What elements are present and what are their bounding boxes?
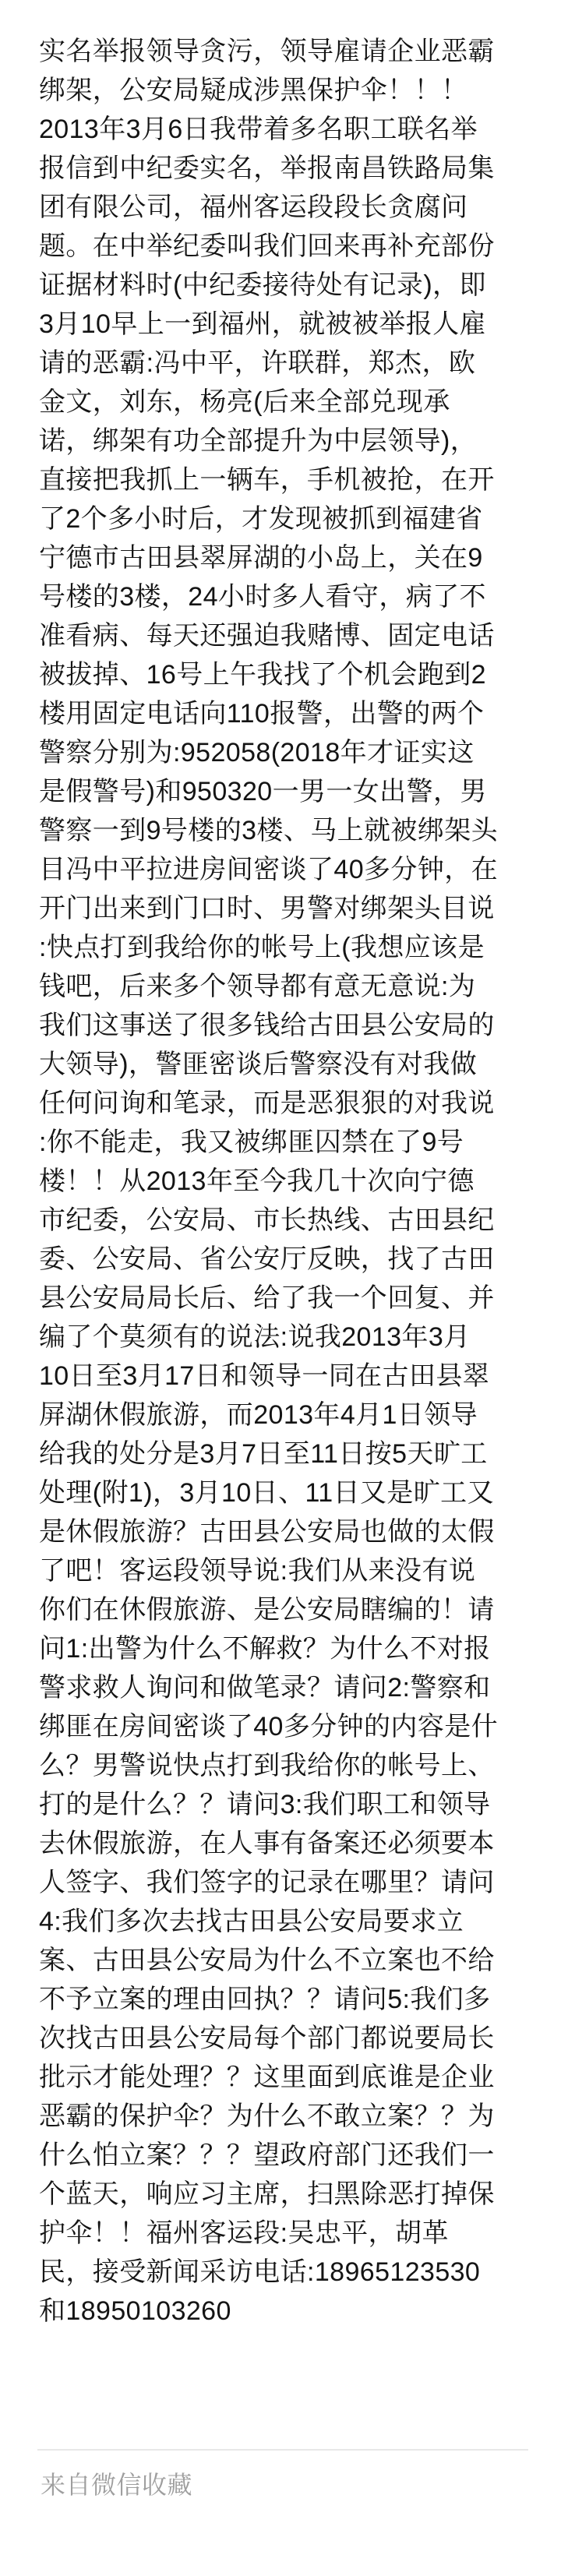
text-line: 题。在中举纪委叫我们回来再补充部份	[39, 231, 495, 261]
text-line: 请的恶霸:冯中平，许联群，郑杰，欧	[39, 348, 476, 378]
text-line: 实名举报领导贪污，领导雇请企业恶霸	[39, 37, 495, 66]
text-line: 报信到中纪委实名，举报南昌铁路局集	[39, 154, 495, 183]
text-line: 3月10早上一到福州，就被被举报人雇	[39, 309, 486, 339]
text-line: 给我的处分是3月7日至11日按5天旷工	[39, 1439, 488, 1469]
text-line: 人签字、我们签字的记录在哪里？请问	[39, 1868, 495, 1897]
text-line: 被拔掉、16号上午我找了个机会跑到2	[39, 660, 486, 690]
text-line: 4:我们多次去找古田县公安局要求立	[39, 1907, 464, 1936]
text-line: 金文，刘东，杨亮(后来全部兑现承	[39, 387, 450, 417]
text-line: 是休假旅游？古田县公安局也做的太假	[39, 1517, 495, 1547]
text-line: 去休假旅游，在人事有备案还必须要本	[39, 1829, 495, 1858]
text-line: 处理(附1)，3月10日、11日又是旷工又	[39, 1478, 494, 1508]
text-line: 什么怕立案？？？望政府部门还我们一	[39, 2140, 495, 2170]
source-label: 来自微信收藏	[41, 2471, 193, 2499]
text-line: 批示才能处理？？这里面到底谁是企业	[39, 2063, 495, 2092]
text-line: 个蓝天，响应习主席，扫黑除恶打掉保	[39, 2179, 495, 2209]
text-line: 恶霸的保护伞？为什么不敢立案？？为	[39, 2101, 495, 2131]
text-line: 直接把我抓上一辆车，手机被抢，在开	[39, 465, 495, 495]
footer-divider	[37, 2449, 528, 2451]
text-line: 任何问询和笔录，而是恶狠狠的对我说	[39, 1089, 495, 1118]
text-line: 市纪委，公安局、市长热线、古田县纪	[39, 1205, 495, 1235]
text-line: 警察分别为:952058(2018年才证实这	[39, 738, 475, 768]
text-line: 县公安局局长后、给了我一个回复、并	[39, 1283, 495, 1313]
text-line: :你不能走，我又被绑匪囚禁在了9号	[39, 1127, 464, 1157]
text-line: 民，接受新闻采访电话:18965123530	[39, 2257, 481, 2287]
text-line: 么？男警说快点打到我给你的帐号上、	[39, 1751, 495, 1780]
text-line: 证据材料时(中纪委接待处有记录)，即	[39, 270, 486, 300]
text-line: 案、古田县公安局为什么不立案也不给	[39, 1946, 495, 1975]
text-line: 和18950103260	[39, 2296, 231, 2326]
text-line: 准看病、每天还强迫我赌博、固定电话	[39, 621, 495, 651]
text-line: 诺，绑架有功全部提升为中层领导)，	[39, 426, 478, 456]
text-line: 钱吧，后来多个领导都有意无意说:为	[39, 972, 476, 1001]
text-line: 警求救人询问和做笔录？请问2:警察和	[39, 1673, 491, 1703]
text-line: 开门出来到门口时、男警对绑架头目说	[39, 894, 495, 923]
text-line: 不予立案的理由回执？？请问5:我们多	[39, 1985, 491, 2014]
text-line: 你们在休假旅游、是公安局瞎编的！请	[39, 1595, 495, 1625]
text-line: 2013年3月6日我带着多名职工联名举	[39, 115, 478, 144]
text-line: 屏湖休假旅游，而2013年4月1日领导	[39, 1400, 478, 1430]
text-line: 次找古田县公安局每个部门都说要局长	[39, 2024, 495, 2053]
text-line: 打的是什么？？请问3:我们职工和领导	[39, 1790, 491, 1819]
text-line: 问1:出警为什么不解救？为什么不对报	[39, 1634, 491, 1664]
text-line: 大领导)，警匪密谈后警察没有对我做	[39, 1050, 478, 1079]
text-line: 编了个莫须有的说法:说我2013年3月	[39, 1322, 471, 1352]
text-line: 楼用固定电话向110报警，出警的两个	[39, 699, 485, 729]
text-line: 绑架，公安局疑成涉黑保护伞！！！	[39, 76, 468, 105]
text-line: 楼！！从2013年至今我几十次向宁德	[39, 1166, 475, 1196]
footer	[0, 2449, 561, 2499]
text-line: 团有限公司，福州客运段段长贪腐问	[39, 192, 468, 222]
text-line: 警察一到9号楼的3楼、马上就被绑架头	[39, 816, 499, 845]
text-line: 目冯中平拉进房间密谈了40多分钟，在	[39, 855, 499, 884]
text-line: 绑匪在房间密谈了40多分钟的内容是什	[39, 1712, 499, 1741]
text-line: 委、公安局、省公安厅反映，找了古田	[39, 1244, 495, 1274]
text-line: 宁德市古田县翠屏湖的小岛上，关在9	[39, 543, 483, 573]
text-line: 了吧！客运段领导说:我们从来没有说	[39, 1556, 476, 1586]
text-line: 了2个多小时后，才发现被抓到福建省	[39, 504, 483, 534]
text-line: 我们这事送了很多钱给古田县公安局的	[39, 1011, 495, 1040]
text-line: 护伞！！福州客运段:吴忠平，胡革	[39, 2218, 449, 2248]
text-line: 是假警号)和950320一男一女出警，男	[39, 777, 487, 806]
text-line: 10日至3月17日和领导一同在古田县翠	[39, 1361, 490, 1391]
text-line: 号楼的3楼，24小时多人看守，病了不	[39, 582, 486, 612]
text-line: :快点打到我给你的帐号上(我想应该是	[39, 933, 485, 962]
